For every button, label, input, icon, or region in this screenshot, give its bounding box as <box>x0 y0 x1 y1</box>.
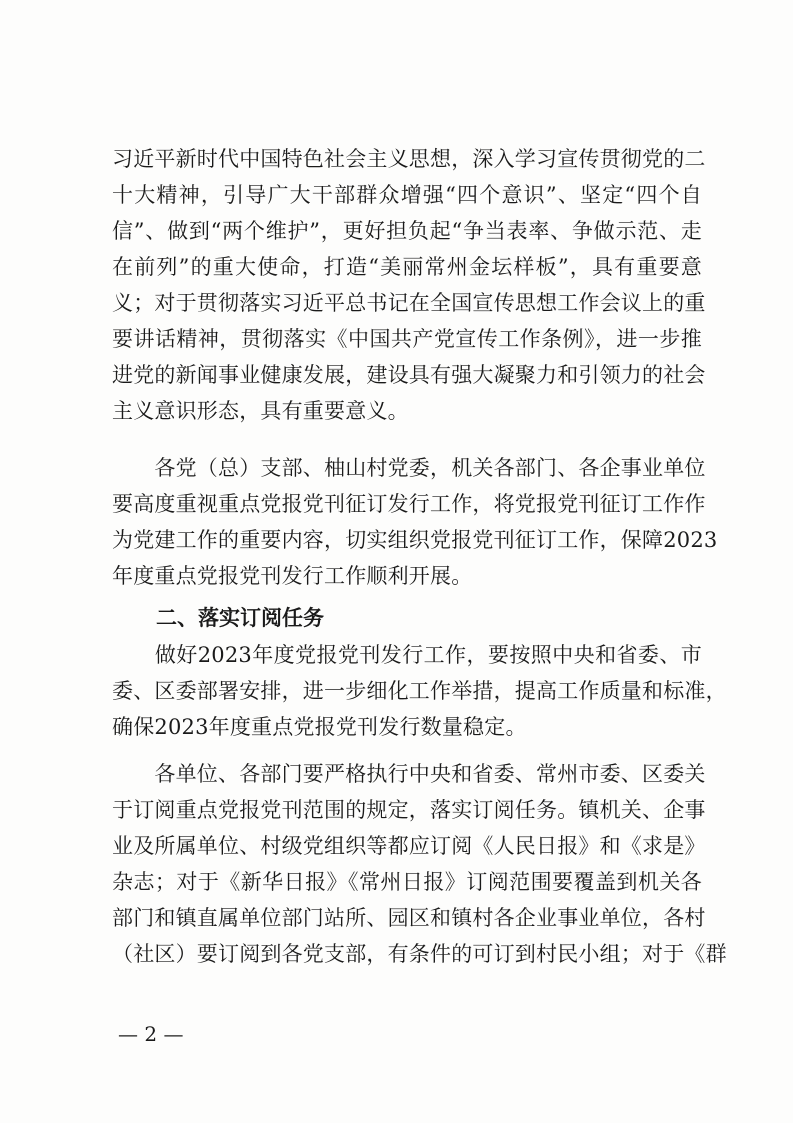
text-line: 于订阅重点党报党刊范围的规定，落实订阅任务。镇机关、企事 <box>112 798 706 822</box>
text-line: 信”、做到“两个维护”，更好担负起“争当表率、争做示范、走 <box>112 219 702 243</box>
paragraph-3 <box>112 637 727 745</box>
text-line: 义；对于贯彻落实习近平总书记在全国宣传思想工作会议上的重 <box>112 291 706 315</box>
text-line: 要讲话精神，贯彻落实《中国共产党宣传工作条例》，进一步推 <box>112 327 702 351</box>
text-line: 主义意识形态，具有重要意义。 <box>112 399 409 423</box>
text-line: 部门和镇直属单位部门站所、园区和镇村各企业事业单位，各村 <box>112 906 706 930</box>
text-line: 杂志；对于《新华日报》《常州日报》订阅范围要覆盖到机关各 <box>112 870 702 894</box>
text-line: 进党的新闻事业健康发展，建设具有强大凝聚力和引领力的社会 <box>112 363 706 387</box>
paragraph-1 <box>112 141 706 429</box>
text-line: 业及所属单位、村级党组织等都应订阅《人民日报》和《求是》 <box>112 834 706 858</box>
section-heading: 二、落实订阅任务 <box>156 606 324 630</box>
text-line: 委、区委部署安排，进一步细化工作举措，提高工作质量和标准， <box>112 679 727 703</box>
text-line: 年度重点党报党刊发行工作顺利开展。 <box>112 564 473 588</box>
text-line: 确保2023年度重点党报党刊发行数量稳定。 <box>112 715 527 739</box>
text-line: 做好2023年度党报党刊发行工作，要按照中央和省委、市 <box>112 643 702 667</box>
paragraph-2 <box>112 450 718 594</box>
text-line: 在前列”的重大使命，打造“美丽常州金坛样板”，具有重要意 <box>112 255 702 279</box>
text-line: 习近平新时代中国特色社会主义思想，深入学习宣传贯彻党的二 <box>112 147 706 171</box>
page-number: — 2 — <box>118 1022 184 1046</box>
text-line: 各单位、各部门要严格执行中央和省委、常州市委、区委关 <box>112 762 706 786</box>
text-line: 各党（总）支部、柚山村党委，机关各部门、各企事业单位 <box>112 456 706 480</box>
text-line: 要高度重视重点党报党刊征订发行工作，将党报党刊征订工作作 <box>112 492 706 516</box>
paragraph-4 <box>112 756 727 972</box>
text-line: （社区）要订阅到各党支部，有条件的可订到村民小组；对于《群 <box>112 942 727 966</box>
text-line: 为党建工作的重要内容，切实组织党报党刊征订工作，保障2023 <box>112 528 718 552</box>
text-line: 十大精神，引导广大干部群众增强“四个意识”、坚定“四个自 <box>112 183 702 207</box>
